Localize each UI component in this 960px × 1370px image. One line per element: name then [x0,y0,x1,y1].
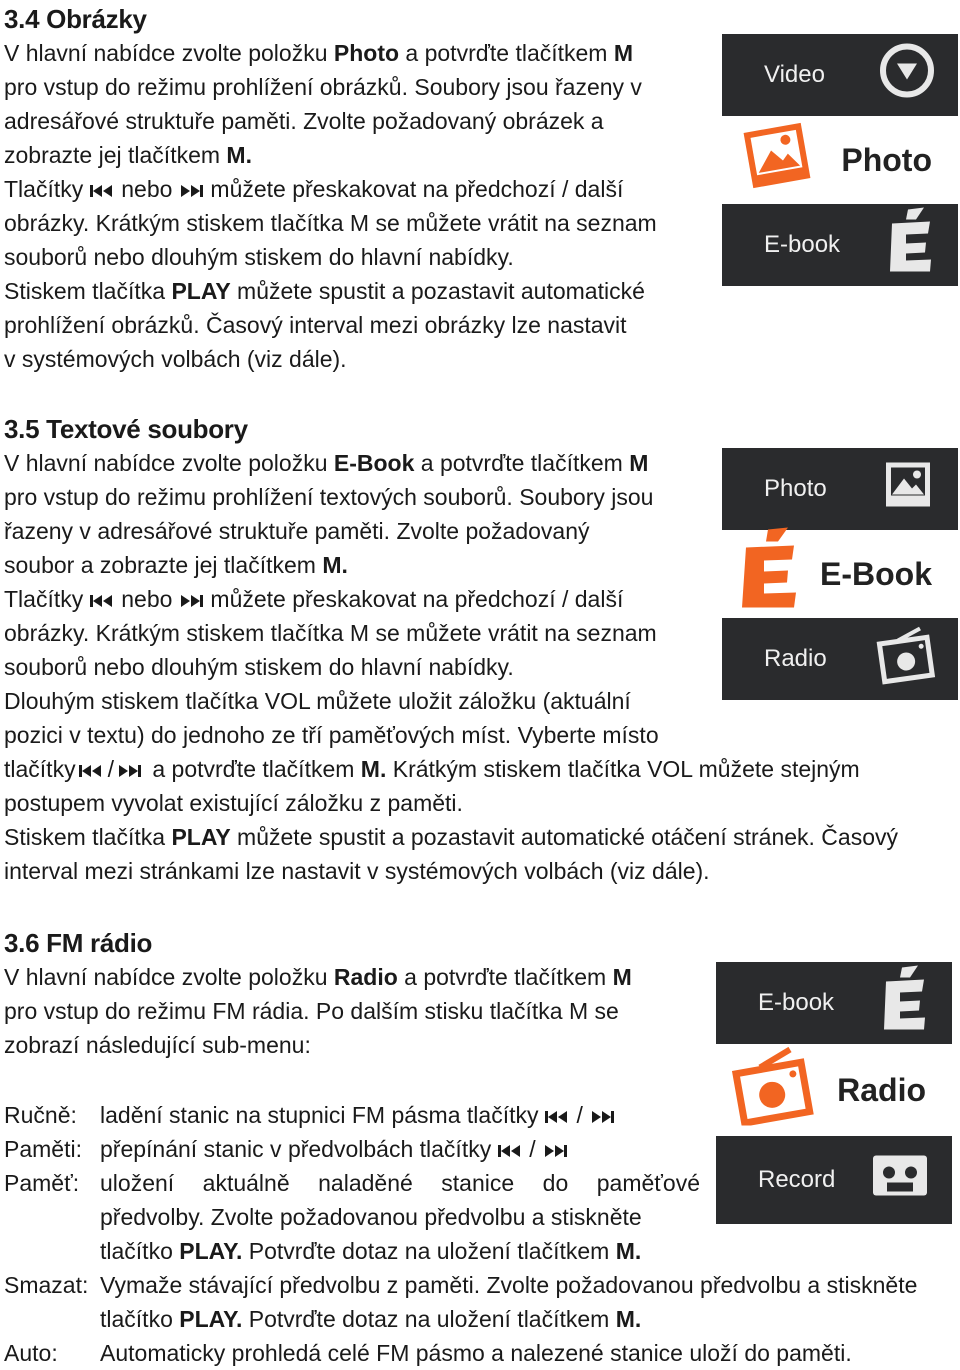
next-track-icon [116,763,142,779]
text: adresářové struktuře paměti. Zvolte požadovaný obrázek a [4,108,604,134]
definition: předvolby. Zvolte požadovanou předvolbu a stiskněte [100,1204,642,1230]
next-track-icon [178,183,204,199]
text: pro vstup do režimu FM rádia. Po dalším stisku tlačítka M se [4,998,619,1024]
definition: uložení aktuálně naladěné stanice do paměťové [100,1170,700,1196]
term: Smazat: [4,1272,89,1298]
term: Ručně: [4,1102,77,1128]
definition: Automaticky prohledá celé FM pásmo a nalezené stanice uloží do paměti. [100,1340,852,1366]
text: soubor a zobrazte jej tlačítkem [4,552,323,578]
text: souborů nebo dlouhým stiskem do hlavní nabídky. [4,654,514,680]
text: můžete spustit a pozastavit automatické [230,278,645,304]
text: Dlouhým stiskem tlačítka VOL můžete uložit záložku (aktuální [4,688,631,714]
section-body [4,36,704,376]
text: tlačítko [100,1306,180,1332]
list-item [4,1336,917,1370]
text: tlačítko [100,1238,180,1264]
menu-row-photo [722,448,958,530]
text: Potvrďte dotaz na uložení tlačítkem [242,1238,616,1264]
text: M. [360,756,387,782]
text: interval mezi stránkami lze nastavit v systémových volbách (viz dále). [4,858,710,884]
list-item [4,1098,917,1132]
text: pro vstup do režimu prohlížení obrázků. Soubory jsou řazeny v [4,74,642,100]
text: Krátkým stiskem tlačítka VOL můžete stejným [386,756,860,782]
ebook-e-icon [738,528,800,621]
text: obrázky. Krátkým stiskem tlačítka M se můžete vrátit na seznam [4,620,657,646]
text: můžete přeskakovat na předchozí / další [210,586,624,612]
menu-label: Photo [841,142,932,178]
definition: Vymaže stávající předvolbu z paměti. Zvolte požadovanou předvolbu a stiskněte [100,1272,918,1298]
prev-track-icon [78,763,104,779]
menu-label: E-book [764,231,841,258]
text: M [629,450,649,476]
text: Stiskem tlačítka [4,278,172,304]
section-title: 3.6 FM rádio [4,928,153,958]
next-track-icon [542,1143,568,1159]
text: E-Book [333,450,415,476]
play-circle-icon [878,42,936,109]
text: zobrazí následující sub-menu: [4,1032,311,1058]
menu-label: E-book [758,989,835,1016]
menu-label: Radio [764,645,827,672]
text: můžete spustit a pozastavit automatické otáčení stránek. Časový [230,824,898,850]
radio-icon [876,625,936,694]
menu-label: Video [764,61,825,88]
text: pro vstup do režimu prohlížení textových souborů. Soubory jsou [4,484,654,510]
text: nebo [121,176,173,202]
text: / [576,1102,583,1128]
text: V hlavní nabídce zvolte položku [4,964,334,990]
text: Potvrďte dotaz na uložení tlačítkem [242,1306,616,1332]
photo-icon [738,120,816,201]
list-item [4,1268,917,1336]
menu-label: Radio [837,1072,926,1108]
text: postupem vyvolat existující záložku z paměti. [4,790,463,816]
text: Radio [333,964,398,990]
text: a potvrďte tlačítkem [397,964,613,990]
text: obrázky. Krátkým stiskem tlačítka M se můžete vrátit na seznam [4,210,657,236]
text: M. [226,142,252,168]
text: souborů nebo dlouhým stiskem do hlavní nabídky. [4,244,514,270]
text: a potvrďte tlačítkem [399,40,614,66]
menu-row-video [722,34,958,116]
menu-row-ebook [722,530,958,618]
text: PLAY [171,824,231,850]
text: V hlavní nabídce zvolte položku [4,450,334,476]
ebook-e-icon [886,208,936,283]
section-body [4,960,704,1062]
text: zobrazte jej tlačítkem [4,142,227,168]
text: prohlížení obrázků. Časový interval mezi obrázky lze nastavit [4,312,627,338]
text: M. [615,1238,642,1264]
menu-row-radio [722,618,958,700]
term: Paměť: [4,1170,80,1196]
definition: ladění stanic na stupnici FM pásma tlačítky [100,1102,539,1128]
text: / [107,756,114,782]
definition: přepínání stanic v předvolbách tlačítky [100,1136,492,1162]
menu-screenshot-ebook [722,448,958,700]
text: PLAY. [179,1238,243,1264]
text: / [529,1136,536,1162]
section-body-wide [4,752,959,888]
text: nebo [121,586,173,612]
section-title: 3.4 Obrázky [4,4,147,34]
text: můžete přeskakovat na předchozí / další [210,176,624,202]
menu-row-ebook [722,204,958,286]
menu-row-photo [722,116,958,204]
text: M [612,964,632,990]
prev-track-icon [89,183,115,199]
term: Paměti: [4,1136,82,1162]
prev-track-icon [544,1109,570,1125]
ebook-e-icon [880,966,930,1041]
menu-row-ebook [716,962,952,1044]
text: a potvrďte tlačítkem [145,756,361,782]
prev-track-icon [497,1143,523,1159]
section-body [4,446,704,752]
menu-label: E-Book [820,556,932,592]
text: Tlačítky [4,176,84,202]
list-item [4,1166,917,1268]
submenu-list [4,1098,917,1370]
text: a potvrďte tlačítkem [414,450,630,476]
text: Stiskem tlačítka [4,824,172,850]
text: V hlavní nabídce zvolte položku [4,40,334,66]
text: M [613,40,634,66]
list-item [4,1132,917,1166]
photo-icon [880,457,936,522]
menu-label: Photo [764,475,827,502]
section-fm-radio [4,926,704,1062]
section-title: 3.5 Textové soubory [4,414,248,444]
text: pozici v textu) do jednoho ze tří paměťových míst. Vyberte místo [4,722,659,748]
text: v systémových volbách (viz dále). [4,346,347,372]
text: M. [322,552,348,578]
text: PLAY. [179,1306,243,1332]
menu-screenshot-photo [722,34,958,286]
section-photos [4,2,704,376]
text: řazeny v adresářové struktuře paměti. Zvolte požadovaný [4,518,590,544]
term: Auto: [4,1340,58,1366]
next-track-icon [178,593,204,609]
text: tlačítky [4,756,76,782]
menu-label: Record [758,1166,836,1193]
text: M. [615,1306,642,1332]
next-track-icon [589,1109,615,1125]
text: PLAY [171,278,231,304]
prev-track-icon [89,593,115,609]
text: Photo [333,40,400,66]
text: Tlačítky [4,586,84,612]
